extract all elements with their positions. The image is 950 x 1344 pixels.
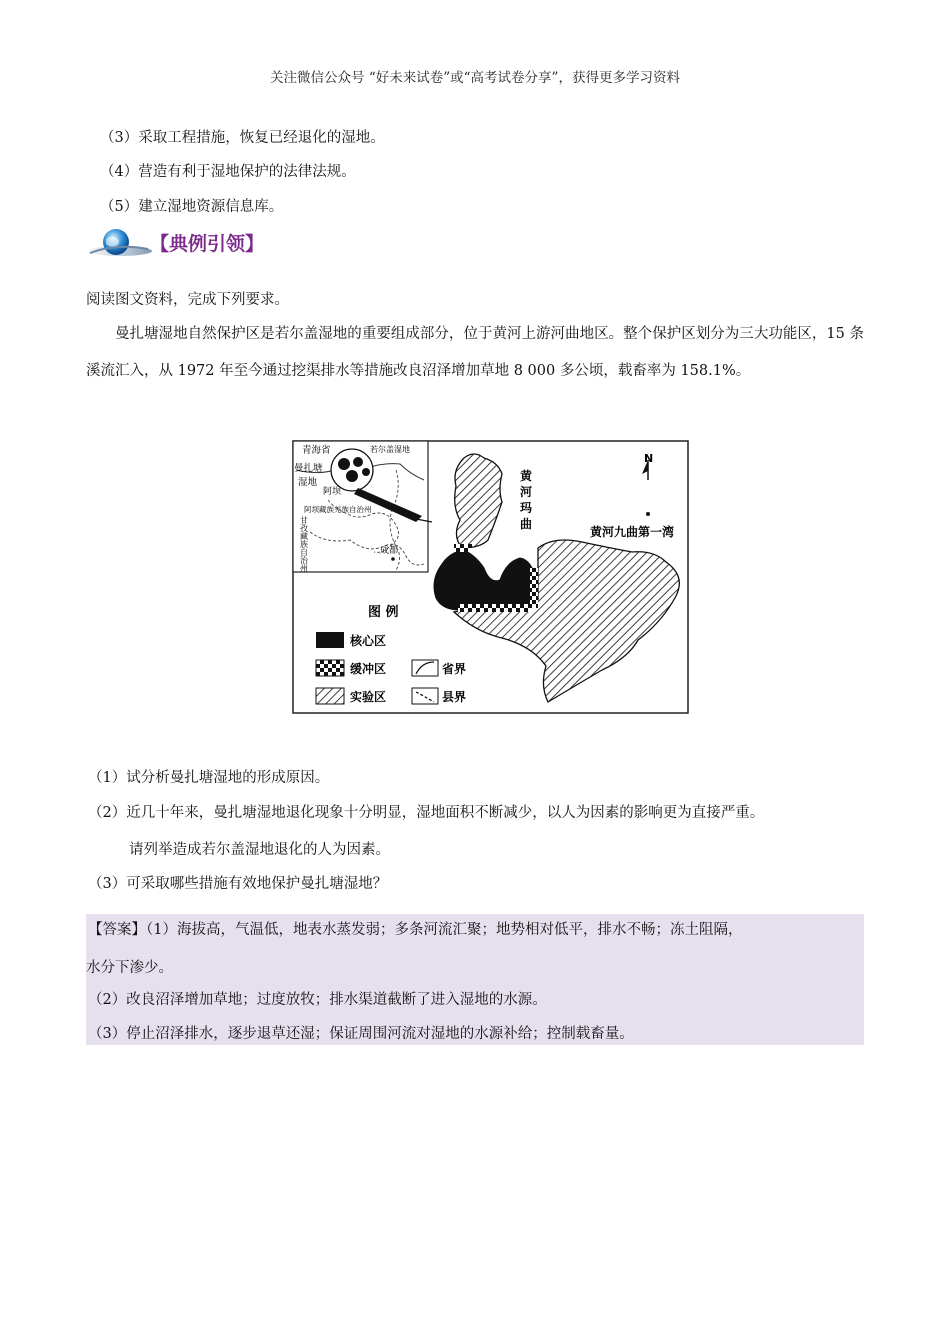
question-2: （2）近几十年来，曼扎塘湿地退化现象十分明显，湿地面积不断减少，以人为因素的影响更为直接严重。 [88,805,765,821]
legend-buffer-label: 缓冲区 [350,662,387,676]
label-first-bend: 黄河九曲第一湾 [590,525,675,539]
label-maqu-1: 黄 [520,469,533,483]
buffer-zone-south [458,604,532,612]
page-header: 关注微信公众号 “好未来试卷”或“高考试卷分享”，获得更多学习资料 [270,70,680,86]
answer-label: 【答案】 [88,922,146,938]
inset-label-chengdu: 成都 [380,546,399,556]
buffer-zone-north [454,544,472,552]
legend-buffer-swatch [316,660,344,676]
answer-line-1 [88,918,742,939]
answer-line-3: （3）停止沼泽排水，逐步退草还湿；保证周围河流对湿地的水源补给；控制载畜量。 [88,1026,634,1042]
passage-text: 曼扎塘湿地自然保护区是若尔盖湿地的重要组成部分，位于黄河上游河曲地区。整个保护区划分为三大功能区，15 条溪流汇入，从 1972 年至今通过挖渠排水等措施改良沼泽增加草地 8 000 多公顷，载畜率为 158.1%。 [86,326,864,379]
wetland-map [292,440,689,714]
measure-5: （5）建立湿地资源信息库。 [100,199,284,215]
north-label: N [644,452,654,465]
inset-label-prefecture: 阿坝藏族羌族自治州 [304,505,372,514]
inset-label-gansu: 甘孜藏族自治州 [299,516,309,572]
legend-experimental-swatch [316,688,344,704]
legend-county-label: 县界 [442,690,467,704]
label-maqu-4: 曲 [520,517,533,531]
answer-box [86,914,864,1045]
inset-label-province: 青海省 [302,445,331,456]
inset-label-mzt-1: 曼扎塘 [294,463,323,474]
answer-line-2: （2）改良沼泽增加草地；过度放牧；排水渠道截断了进入湿地的水源。 [88,992,547,1008]
legend-experimental-label: 实验区 [350,690,387,704]
inset-label-mzt-2: 湿地 [298,477,318,488]
measure-4: （4）营造有利于湿地保护的法律法规。 [100,164,356,180]
buffer-zone-east [530,568,538,608]
inset-label-aba: 阿坝 [323,487,342,497]
label-maqu-2: 河 [520,485,533,499]
question-1: （1）试分析曼扎塘湿地的形成原因。 [88,770,330,786]
question-3: （3）可采取哪些措施有效地保护曼扎塘湿地？ [88,876,388,892]
banner-title: 【典例引领】 [150,233,265,255]
legend-title: 图 例 [368,605,399,620]
legend-province-label: 省界 [442,662,467,676]
answer-1-text: （1）海拔高，气温低，地表水蒸发弱；多条河流汇聚；地势相对低平，排水不畅；冻土阻隔， [146,922,743,938]
label-maqu-3: 玛 [520,501,533,515]
legend-core-swatch [316,632,344,648]
answer-line-1b: 水分下渗少。 [86,960,173,976]
intro-text: 阅读图文资料，完成下列要求。 [86,292,289,308]
question-2-cont: 请列举造成若尔盖湿地退化的人为因素。 [129,842,390,858]
legend-core-label: 核心区 [350,634,387,648]
inset-label-wetland: 若尔盖湿地 [370,445,410,454]
inset-map [293,441,432,573]
measure-3: （3）采取工程措施，恢复已经退化的湿地。 [100,130,385,146]
